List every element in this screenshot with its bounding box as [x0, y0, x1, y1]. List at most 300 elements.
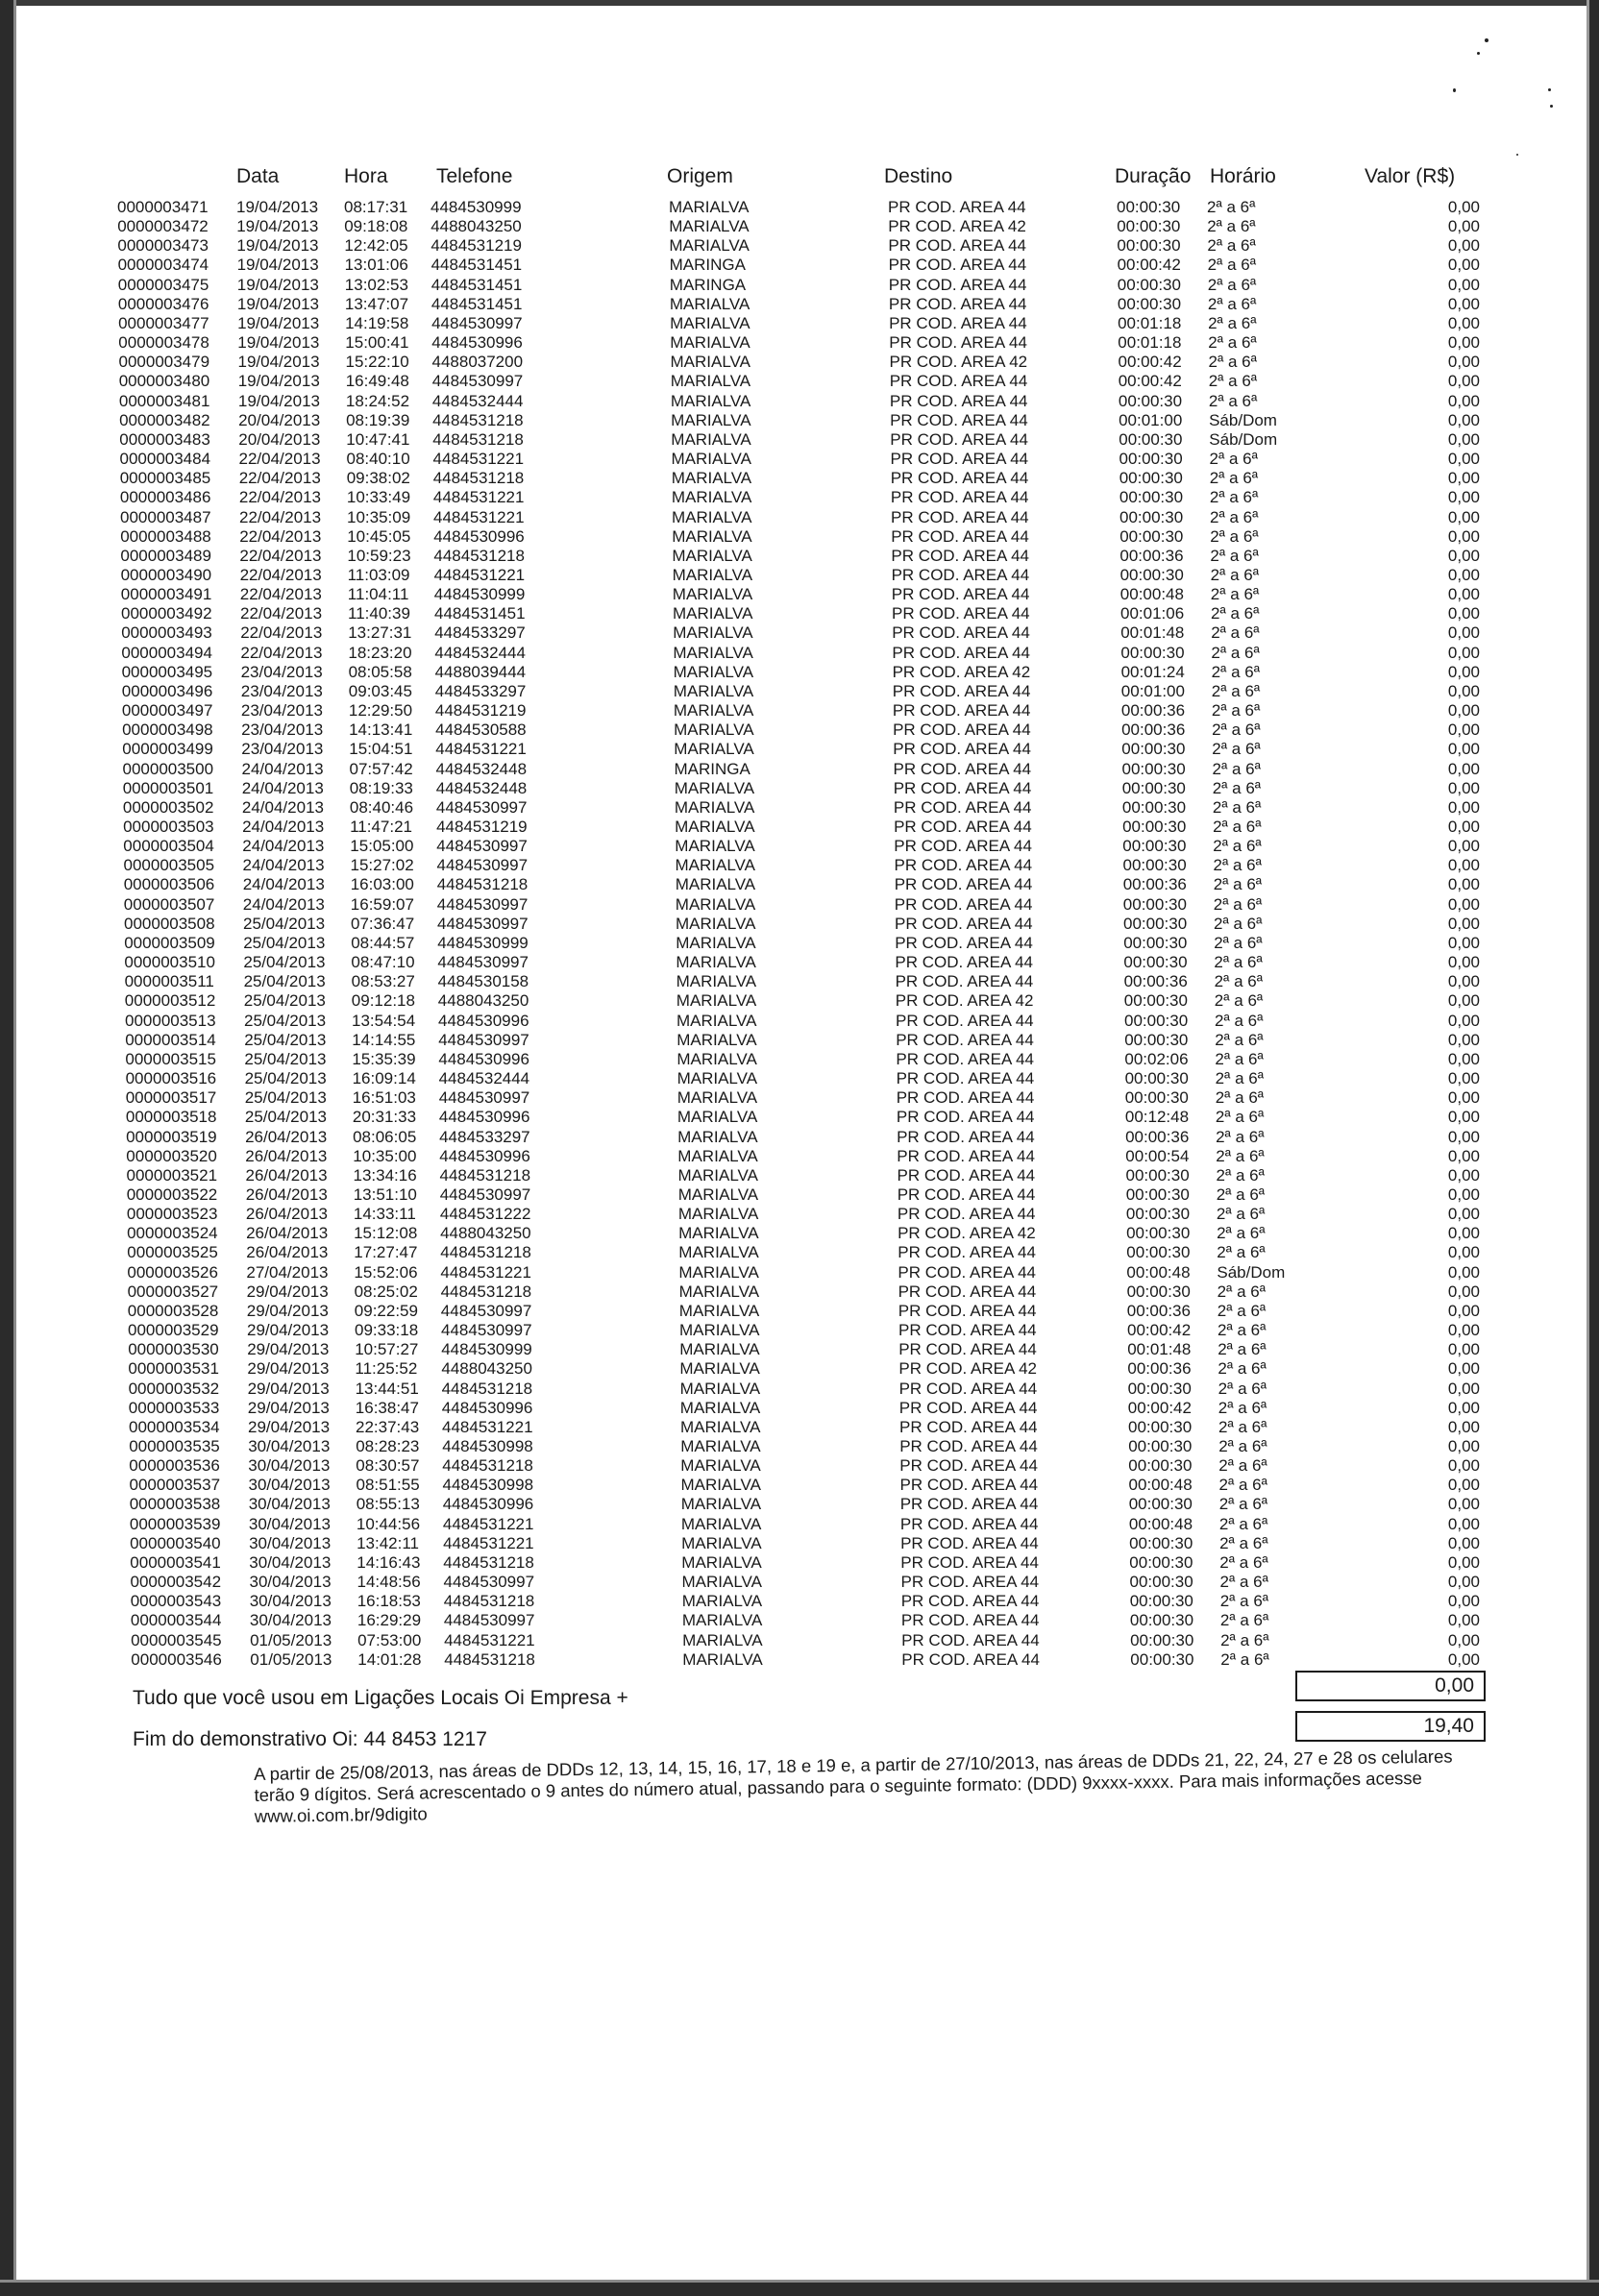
cell-origem: MARIALVA: [674, 721, 754, 740]
cell-valor: 0,00: [1447, 294, 1480, 313]
cell-origem: MARIALVA: [672, 546, 752, 565]
cell-horario: 2ª a 6ª: [1218, 1417, 1267, 1436]
cell-horario: 2ª a 6ª: [1210, 507, 1259, 526]
cell-valor: 0,00: [1447, 1359, 1480, 1379]
cell-id: 0000003496: [121, 681, 213, 700]
cell-id: 0000003494: [121, 643, 212, 662]
cell-duracao: 00:00:36: [1121, 721, 1186, 740]
cell-valor: 0,00: [1447, 953, 1480, 972]
cell-duracao: 00:00:30: [1123, 991, 1188, 1011]
cell-horario: 2ª a 6ª: [1207, 198, 1256, 216]
cell-valor: 0,00: [1447, 1437, 1480, 1455]
cell-valor: 0,00: [1447, 372, 1480, 391]
cell-hora: 09:33:18: [355, 1321, 419, 1340]
cell-horario: 2ª a 6ª: [1212, 721, 1261, 740]
cell-duracao: 00:00:36: [1119, 546, 1184, 565]
cell-horario: 2ª a 6ª: [1213, 875, 1263, 894]
cell-destino: PR COD. AREA 44: [900, 1552, 1039, 1572]
cell-origem: MARIALVA: [676, 1011, 757, 1030]
cell-destino: PR COD. AREA 44: [897, 1185, 1036, 1204]
table-row: [125, 1050, 1482, 1069]
cell-valor: 0,00: [1447, 1649, 1480, 1669]
cell-horario: Sáb/Dom: [1217, 1262, 1286, 1282]
cell-id: 0000003504: [123, 837, 214, 856]
cell-origem: MARIALVA: [676, 1108, 758, 1127]
cell-hora: 16:18:53: [357, 1592, 421, 1611]
table-row: [123, 798, 1482, 818]
cell-id: 0000003488: [120, 526, 211, 546]
total-value-box: 19,40: [1295, 1711, 1486, 1742]
cell-telefone: 4484530996: [433, 526, 525, 546]
cell-data: 30/04/2013: [248, 1514, 331, 1533]
cell-horario: 2ª a 6ª: [1214, 991, 1264, 1011]
table-row: [126, 1108, 1482, 1127]
cell-destino: PR COD. AREA 44: [892, 701, 1031, 721]
cell-id: 0000003519: [126, 1127, 217, 1146]
cell-horario: 2ª a 6ª: [1215, 1030, 1264, 1049]
cell-telefone: 4484530999: [441, 1340, 532, 1359]
table-row: [127, 1224, 1482, 1243]
table-row: [129, 1456, 1482, 1476]
cell-valor: 0,00: [1447, 353, 1480, 372]
cell-destino: PR COD. AREA 44: [900, 1533, 1039, 1552]
table-row: [131, 1592, 1482, 1611]
cell-valor: 0,00: [1447, 1011, 1480, 1030]
cell-hora: 11:03:09: [347, 565, 410, 584]
cell-hora: 15:04:51: [349, 740, 413, 759]
cell-destino: PR COD. AREA 44: [894, 894, 1033, 914]
table-row: [130, 1476, 1483, 1495]
table-row: [122, 721, 1482, 740]
cell-destino: PR COD. AREA 44: [896, 1030, 1034, 1049]
cell-destino: PR COD. AREA 44: [890, 488, 1029, 507]
table-row: [118, 333, 1482, 353]
cell-destino: PR COD. AREA 44: [891, 526, 1029, 546]
table-row: [131, 1650, 1482, 1670]
table-row: [127, 1263, 1482, 1282]
table-row: [122, 740, 1482, 759]
cell-valor: 0,00: [1447, 1533, 1480, 1552]
cell-origem: MARIALVA: [679, 1359, 760, 1379]
cell-horario: 2ª a 6ª: [1213, 856, 1262, 875]
cell-origem: MARIALVA: [675, 875, 756, 894]
cell-valor: 0,00: [1447, 1417, 1480, 1436]
cell-hora: 10:35:09: [347, 507, 411, 526]
scan-border-top: [0, 0, 1599, 6]
cell-hora: 10:45:05: [347, 526, 411, 546]
table-row: [129, 1399, 1482, 1418]
cell-hora: 22:37:43: [356, 1417, 420, 1436]
cell-horario: 2ª a 6ª: [1209, 488, 1259, 507]
cell-valor: 0,00: [1447, 275, 1480, 294]
cell-duracao: 00:00:30: [1121, 778, 1186, 797]
cell-horario: 2ª a 6ª: [1219, 1611, 1269, 1630]
cell-data: 19/04/2013: [236, 217, 319, 236]
cell-origem: MARIALVA: [681, 1611, 763, 1630]
cell-hora: 13:01:06: [344, 256, 408, 275]
cell-data: 22/04/2013: [239, 565, 322, 584]
cell-telefone: 4484531218: [442, 1456, 533, 1476]
cell-valor: 0,00: [1447, 1611, 1480, 1630]
cell-duracao: 00:00:30: [1129, 1533, 1193, 1552]
cell-duracao: 00:00:30: [1119, 526, 1184, 546]
cell-id: 0000003503: [123, 818, 214, 836]
cell-data: 29/04/2013: [248, 1417, 331, 1436]
cell-horario: 2ª a 6ª: [1208, 333, 1257, 353]
table-row: [130, 1495, 1482, 1514]
cell-id: 0000003502: [122, 797, 214, 817]
cell-telefone: 4488039444: [434, 662, 527, 681]
cell-hora: 08:40:46: [349, 797, 414, 817]
cell-id: 0000003539: [129, 1514, 221, 1533]
cell-destino: PR COD. AREA 44: [900, 1592, 1040, 1611]
cell-duracao: 00:00:30: [1120, 643, 1185, 662]
cell-duracao: 00:00:36: [1125, 1127, 1190, 1146]
cell-origem: MARIALVA: [680, 1456, 761, 1476]
cell-valor: 0,00: [1447, 450, 1480, 469]
cell-hora: 13:47:07: [344, 294, 409, 313]
cell-destino: PR COD. AREA 44: [892, 643, 1031, 662]
cell-id: 0000003476: [117, 294, 209, 313]
table-row: [121, 644, 1482, 663]
cell-destino: PR COD. AREA 44: [890, 429, 1028, 449]
cell-telefone: 4484530997: [438, 1088, 530, 1108]
cell-destino: PR COD. AREA 44: [900, 1573, 1040, 1592]
cell-telefone: 4484530997: [443, 1573, 535, 1592]
cell-valor: 0,00: [1447, 217, 1480, 236]
cell-valor: 0,00: [1447, 1398, 1480, 1417]
cell-telefone: 4484530998: [442, 1476, 534, 1495]
cell-data: 30/04/2013: [248, 1437, 331, 1455]
cell-id: 0000003505: [123, 856, 215, 875]
cell-data: 25/04/2013: [243, 953, 326, 972]
table-row: [120, 527, 1482, 547]
cell-duracao: 00:00:30: [1117, 275, 1181, 294]
cell-hora: 18:24:52: [345, 391, 410, 410]
cell-duracao: 00:00:30: [1128, 1417, 1193, 1436]
cell-id: 0000003540: [130, 1533, 221, 1552]
cell-data: 24/04/2013: [242, 894, 325, 914]
cell-data: 30/04/2013: [249, 1592, 332, 1611]
cell-origem: MARIALVA: [672, 507, 752, 526]
cell-duracao: 00:00:30: [1126, 1243, 1191, 1262]
table-row: [128, 1321, 1482, 1340]
table-row: [126, 1128, 1482, 1147]
cell-horario: 2ª a 6ª: [1217, 1282, 1266, 1301]
scan-border-bottom: [0, 2283, 1599, 2296]
cell-hora: 10:44:56: [356, 1514, 421, 1533]
table-row: [119, 353, 1483, 372]
cell-valor: 0,00: [1447, 1088, 1480, 1108]
cell-destino: PR COD. AREA 44: [892, 604, 1030, 623]
cell-telefone: 4484530158: [437, 972, 529, 991]
cell-data: 24/04/2013: [242, 837, 325, 856]
cell-data: 25/04/2013: [244, 1108, 327, 1127]
cell-origem: MARIALVA: [676, 1030, 757, 1049]
cell-origem: MARIALVA: [678, 1262, 759, 1282]
cell-telefone: 4484531221: [444, 1630, 535, 1649]
cell-id: 0000003487: [120, 507, 211, 526]
cell-data: 24/04/2013: [241, 797, 324, 817]
cell-hora: 08:28:23: [356, 1437, 420, 1455]
cell-horario: 2ª a 6ª: [1218, 1321, 1267, 1340]
cell-horario: 2ª a 6ª: [1219, 1552, 1268, 1572]
cell-horario: 2ª a 6ª: [1215, 1049, 1264, 1068]
cell-duracao: 00:00:42: [1127, 1398, 1192, 1417]
cell-id: 0000003546: [131, 1649, 222, 1669]
cell-destino: PR COD. AREA 44: [894, 837, 1032, 856]
cell-telefone: 4484531221: [435, 740, 527, 759]
cell-data: 23/04/2013: [240, 701, 323, 721]
cell-origem: MARIALVA: [676, 1088, 758, 1108]
cell-destino: PR COD. AREA 44: [895, 914, 1033, 933]
cell-destino: PR COD. AREA 44: [900, 1611, 1040, 1630]
cell-id: 0000003495: [121, 662, 213, 681]
cell-horario: 2ª a 6ª: [1218, 1359, 1267, 1379]
cell-valor: 0,00: [1447, 488, 1480, 507]
table-row: [126, 1069, 1482, 1088]
cell-hora: 13:44:51: [355, 1379, 419, 1398]
cell-origem: MARINGA: [674, 759, 750, 778]
cell-duracao: 00:00:30: [1124, 1011, 1189, 1030]
cell-data: 01/05/2013: [250, 1630, 332, 1649]
cell-duracao: 00:00:42: [1118, 372, 1182, 391]
cell-id: 0000003500: [122, 759, 214, 778]
cell-valor: 0,00: [1447, 1552, 1480, 1572]
cell-destino: PR COD. AREA 44: [898, 1282, 1037, 1301]
cell-id: 0000003535: [129, 1437, 220, 1455]
cell-origem: MARIALVA: [679, 1321, 760, 1340]
header-origem: Origem: [667, 165, 733, 187]
cell-data: 26/04/2013: [245, 1165, 328, 1185]
table-row: [119, 430, 1482, 450]
cell-data: 19/04/2013: [237, 372, 320, 391]
cell-id: 0000003497: [121, 701, 213, 721]
cell-valor: 0,00: [1447, 1049, 1480, 1068]
cell-id: 0000003472: [117, 217, 209, 236]
cell-destino: PR COD. AREA 44: [888, 236, 1027, 256]
cell-origem: MARIALVA: [673, 662, 754, 681]
cell-destino: PR COD. AREA 44: [894, 818, 1032, 836]
cell-horario: 2ª a 6ª: [1216, 1165, 1265, 1185]
cell-data: 25/04/2013: [244, 1011, 327, 1030]
cell-hora: 07:36:47: [351, 914, 415, 933]
cell-telefone: 4484530997: [436, 894, 529, 914]
table-row: [131, 1573, 1483, 1592]
cell-id: 0000003514: [125, 1030, 216, 1049]
cell-destino: PR COD. AREA 44: [898, 1379, 1038, 1398]
cell-origem: MARIALVA: [669, 217, 750, 236]
cell-id: 0000003491: [120, 585, 212, 604]
cell-horario: 2ª a 6ª: [1218, 1398, 1267, 1417]
table-row: [129, 1418, 1482, 1437]
cell-horario: 2ª a 6ª: [1213, 894, 1263, 914]
cell-destino: PR COD. AREA 44: [897, 1146, 1035, 1165]
cell-horario: 2ª a 6ª: [1217, 1224, 1266, 1243]
cell-valor: 0,00: [1447, 429, 1480, 449]
cell-hora: 09:38:02: [346, 469, 410, 488]
table-row: [118, 276, 1482, 295]
cell-valor: 0,00: [1447, 1205, 1480, 1224]
cell-horario: 2ª a 6ª: [1214, 972, 1263, 991]
header-duracao: Duração: [1115, 165, 1192, 187]
cell-valor: 0,00: [1447, 778, 1480, 797]
cell-valor: 0,00: [1447, 1069, 1480, 1088]
cell-telefone: 4484531219: [430, 236, 522, 256]
cell-valor: 0,00: [1447, 1495, 1480, 1514]
cell-hora: 10:47:41: [346, 429, 410, 449]
cell-telefone: 4484531221: [433, 565, 526, 584]
table-row: [128, 1340, 1482, 1359]
cell-telefone: 4484531221: [442, 1514, 534, 1533]
table-row: [119, 392, 1482, 411]
cell-data: 19/04/2013: [236, 275, 319, 294]
cell-telefone: 4484530999: [430, 198, 522, 216]
cell-data: 29/04/2013: [247, 1340, 330, 1359]
cell-origem: MARIALVA: [669, 198, 750, 216]
table-row: [117, 236, 1482, 256]
cell-horario: 2ª a 6ª: [1212, 778, 1262, 797]
cell-origem: MARIALVA: [681, 1552, 762, 1572]
cell-telefone: 4484531451: [430, 256, 523, 275]
cell-hora: 08:40:10: [346, 450, 410, 469]
cell-origem: MARIALVA: [670, 391, 751, 410]
cell-valor: 0,00: [1447, 1340, 1480, 1359]
cell-id: 0000003499: [122, 740, 213, 759]
cell-valor: 0,00: [1447, 1262, 1480, 1282]
cell-telefone: 4484530996: [438, 1049, 529, 1068]
cell-horario: 2ª a 6ª: [1215, 1011, 1264, 1030]
cell-valor: 0,00: [1447, 681, 1480, 700]
cell-origem: MARIALVA: [670, 353, 750, 372]
cell-destino: PR COD. AREA 44: [889, 391, 1028, 410]
cell-destino: PR COD. AREA 44: [899, 1476, 1039, 1495]
table-row: [124, 915, 1482, 934]
table-row: [123, 818, 1482, 837]
cell-telefone: 4484531218: [432, 410, 524, 429]
table-row: [120, 488, 1482, 507]
cell-origem: MARIALVA: [679, 1340, 760, 1359]
cell-id: 0000003537: [129, 1476, 221, 1495]
cell-hora: 07:53:00: [357, 1630, 422, 1649]
cell-data: 26/04/2013: [246, 1224, 329, 1243]
cell-telefone: 4484530997: [436, 837, 528, 856]
table-row: [122, 663, 1482, 682]
table-row: [129, 1380, 1482, 1399]
cell-destino: PR COD. AREA 44: [893, 778, 1032, 797]
cell-hora: 15:05:00: [350, 837, 414, 856]
table-row: [130, 1553, 1482, 1573]
cell-valor: 0,00: [1447, 818, 1480, 836]
cell-hora: 10:57:27: [355, 1340, 419, 1359]
table-row: [125, 1012, 1482, 1031]
cell-id: 0000003511: [124, 972, 214, 991]
header-telefone: Telefone: [436, 165, 513, 187]
cell-duracao: 00:00:36: [1126, 1301, 1191, 1320]
cell-duracao: 00:01:18: [1118, 313, 1182, 332]
cell-id: 0000003475: [117, 275, 209, 294]
cell-telefone: 4484533297: [439, 1127, 530, 1146]
cell-telefone: 4484531221: [440, 1262, 531, 1282]
cell-id: 0000003509: [124, 933, 215, 952]
cell-id: 0000003525: [127, 1243, 218, 1262]
cell-destino: PR COD. AREA 44: [896, 1069, 1035, 1088]
cell-hora: 13:02:53: [344, 275, 408, 294]
cell-telefone: 4484531218: [433, 546, 525, 565]
call-list: [117, 198, 1482, 1670]
table-row: [127, 1185, 1482, 1205]
cell-horario: 2ª a 6ª: [1207, 256, 1256, 275]
cell-data: 24/04/2013: [241, 778, 324, 797]
cell-destino: PR COD. AREA 44: [888, 256, 1027, 275]
cell-valor: 0,00: [1447, 662, 1480, 681]
cell-valor: 0,00: [1447, 1630, 1480, 1649]
cell-id: 0000003527: [127, 1282, 219, 1301]
cell-hora: 13:42:11: [357, 1533, 420, 1552]
cell-destino: PR COD. AREA 44: [891, 565, 1030, 584]
cell-destino: PR COD. AREA 44: [899, 1495, 1039, 1514]
cell-id: 0000003479: [118, 353, 210, 372]
cell-id: 0000003520: [126, 1146, 217, 1165]
cell-hora: 09:03:45: [348, 681, 412, 700]
cell-data: 19/04/2013: [237, 391, 320, 410]
cell-telefone: 4484530588: [435, 721, 527, 740]
table-row: [128, 1282, 1482, 1302]
scan-border-right-inner: [1587, 0, 1589, 2296]
cell-data: 19/04/2013: [236, 256, 319, 275]
table-row: [124, 875, 1482, 894]
cell-duracao: 00:00:36: [1123, 972, 1188, 991]
cell-duracao: 00:00:30: [1126, 1282, 1191, 1301]
cell-duracao: 00:01:18: [1118, 333, 1182, 353]
cell-hora: 12:29:50: [348, 701, 413, 721]
cell-id: 0000003478: [118, 333, 209, 353]
cell-duracao: 00:00:30: [1122, 837, 1187, 856]
cell-valor: 0,00: [1447, 721, 1480, 740]
cell-valor: 0,00: [1447, 410, 1480, 429]
cell-origem: MARIALVA: [675, 818, 755, 836]
cell-data: 24/04/2013: [242, 875, 325, 894]
summary-value-box: 0,00: [1295, 1671, 1486, 1701]
table-row: [124, 953, 1482, 972]
cell-valor: 0,00: [1447, 740, 1480, 759]
cell-duracao: 00:00:54: [1125, 1146, 1190, 1165]
cell-valor: 0,00: [1447, 507, 1480, 526]
cell-destino: PR COD. AREA 42: [892, 662, 1031, 681]
cell-telefone: 4484530996: [442, 1495, 534, 1514]
cell-duracao: 00:00:30: [1123, 933, 1188, 952]
cell-horario: 2ª a 6ª: [1215, 1069, 1264, 1088]
cell-telefone: 4484531218: [440, 1282, 532, 1301]
cell-destino: PR COD. AREA 44: [901, 1630, 1040, 1649]
cell-destino: PR COD. AREA 44: [898, 1340, 1037, 1359]
cell-id: 0000003490: [120, 565, 212, 584]
cell-data: 22/04/2013: [240, 623, 323, 643]
cell-destino: PR COD. AREA 44: [899, 1437, 1038, 1455]
cell-data: 26/04/2013: [246, 1243, 329, 1262]
cell-id: 0000003510: [124, 953, 215, 972]
cell-telefone: 4484530996: [441, 1398, 533, 1417]
cell-hora: 13:54:54: [352, 1011, 416, 1030]
cell-origem: MARIALVA: [671, 429, 751, 449]
cell-telefone: 4484530997: [439, 1185, 531, 1204]
cell-horario: 2ª a 6ª: [1208, 353, 1257, 372]
cell-telefone: 4484531221: [443, 1533, 534, 1552]
cell-destino: PR COD. AREA 44: [888, 294, 1027, 313]
cell-data: 19/04/2013: [237, 333, 320, 353]
cell-id: 0000003486: [119, 488, 211, 507]
cell-horario: 2ª a 6ª: [1207, 217, 1256, 236]
